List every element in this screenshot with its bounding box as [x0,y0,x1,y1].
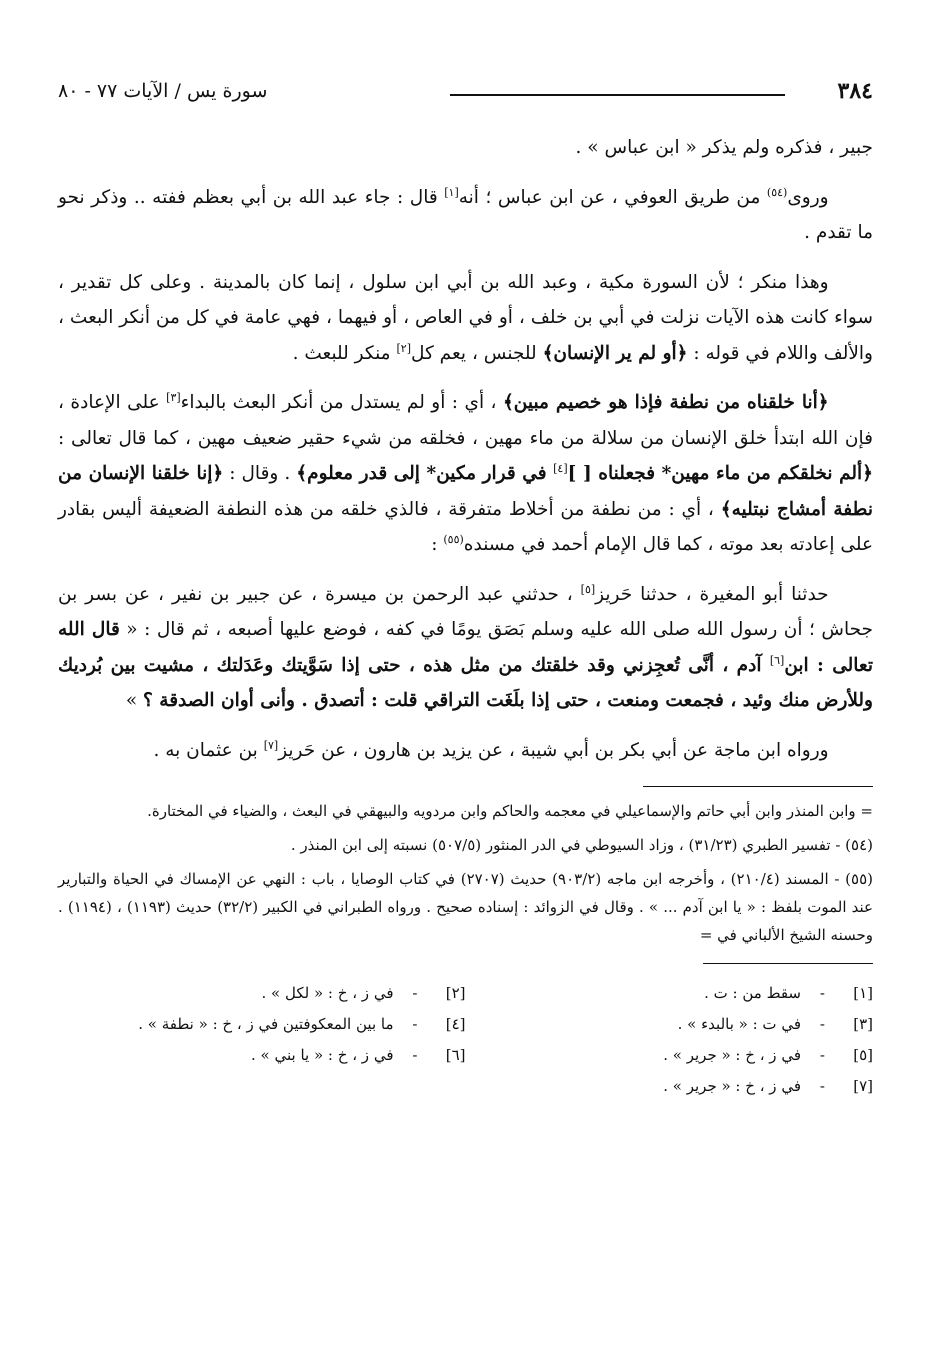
variant-note [58,1040,466,1071]
variant-note [466,1009,874,1040]
variant-note [466,1040,874,1071]
text-run: وهذا منكر ؛ لأن السورة مكية ، وعبد الله بن أبي ابن سلول ، إنما كان بالمدينة . وعلى كل تقدير ، سواء كانت هذه الآيات نزلت في أبي بن خلف ، أو في العاص ، أو فيهما ، فهي عامة في كل من أنكر البعث ، والألف واللام في قوله : [58,271,873,364]
text-run: بن عثمان به . [153,739,264,761]
variant-dash: - [412,1046,418,1064]
variant-dash: - [819,984,825,1002]
variants-separator [703,963,873,964]
variant-row [58,978,873,1009]
variant-ref-2: [٢] [396,341,411,355]
variant-number: [٦] [445,1046,466,1064]
variant-row [58,1040,873,1071]
variant-text: في ت : « بالبدء » . [677,1015,801,1033]
text-run: على الإعادة ، فإن الله ابتدأ خلق الإنسان من سلالة من ماء مهين ، فخلقه من شيء حقير ضعيف مهين ، كما قال تعالى : [58,392,873,449]
text-run: منكر للبعث . [292,342,397,364]
main-text [58,130,873,768]
quran-quote: ﴿إنا خلقنا الإنسان من نطفة أمشاج نبتليه﴾ [58,463,873,520]
variant-ref-4: [٤] [553,461,568,475]
quran-quote: ﴿ألم نخلقكم من ماء مهين* فجعلناه [ ] [567,463,874,484]
variant-text: في ز ، خ : « يا بني » . [251,1046,394,1064]
page-number: ٣٨٤ [837,78,873,104]
text-run: للجنس ، يعم كل [410,342,543,364]
source-footnotes [58,797,873,949]
text-run: ، أي : من نطفة من أخلاط متفرقة ، فالذي خلقه من هذه النطفة الضعيفة أليس بقادر على إعادته بعد موته ، كما قال الإمام أحمد في مسنده [58,498,873,555]
variant-note [58,978,466,1009]
variant-note [466,978,874,1009]
paragraph-verse-explanation [58,385,873,563]
text-run: ، أي : أو لم يستدل من أنكر البعث بالبداء [180,392,503,413]
variant-row [58,1009,873,1040]
variant-number: [٢] [445,984,466,1002]
text-run: ورواه ابن ماجة عن أبي بكر بن أبي شيبة ، عن يزيد بن هارون ، عن حَريز [278,739,829,761]
variant-dash: - [819,1015,825,1033]
variant-number: [٥] [853,1046,873,1064]
footnote-ref-55: (٥٥) [443,532,464,546]
variant-note [466,1071,874,1102]
text-run: . وقال : [223,463,297,484]
variant-dash: - [819,1077,825,1095]
variant-number: [٣] [853,1015,873,1033]
footnote-continuation: = وابن المنذر وابن أبي حاتم والإسماعيلي في معجمه والحاكم وابن مردويه والبيهقي في البعث ، والضياء في المختارة. [147,802,873,820]
footnote-separator [643,786,873,787]
variant-text: ما بين المعكوفتين في ز ، خ : « نطفة » . [138,1015,394,1033]
variant-ref-5: [٥] [580,582,596,596]
quran-quote: ﴿أو لم ير الإنسان﴾ [542,342,688,364]
text-run: » [125,690,144,711]
variant-dash: - [412,984,418,1002]
variant-text: في ز ، خ : « جرير » . [663,1077,801,1095]
manuscript-variants [58,978,873,1102]
hadith-quote: قال الله تعالى : ابن [58,619,873,676]
variant-note [58,1009,466,1040]
paragraph-awfi-narration [58,180,873,251]
variant-text: في ز ، خ : « لكل » . [261,984,394,1002]
text-run: من طريق العوفي ، عن ابن عباس ؛ أنه [458,186,767,208]
footnote-55: (٥٥) - المسند (٢١٠/٤) ، وأخرجه ابن ماجه (٩٠٣/٢) حديث (٢٧٠٧) في كتاب الوصايا ، باب : النهي عن الإمساك في الحياة والتبارير عند الموت بلفظ : « يا ابن آدم ... » . وقال في الزوائد : إسناده صحيح . ورواه الطبراني في الكبير (٣٢/٢) حديث (١١٩٣) ، (١١٩٤) . وحسنه الشيخ الألباني في = [58,870,874,944]
paragraph-continuation [58,130,873,166]
variant-number: [٤] [445,1015,466,1033]
text-run: قال : جاء عبد الله بن أبي بعظم ففته .. وذكر نحو ما تقدم . [58,186,873,243]
variant-ref-7: [٧] [263,738,279,752]
paragraph-hadith [58,577,873,719]
variant-ref-1: [١] [444,185,459,199]
variant-dash: - [819,1046,825,1064]
page-header [58,78,873,110]
paragraph-ibn-majah [58,733,873,769]
variant-row [58,1071,873,1102]
footnote-54: (٥٤) - تفسير الطبري (٣١/٢٣) ، وزاد السيوطي في الدر المنثور (٥٠٧/٥) نسبته إلى ابن المنذر . [290,836,873,854]
quran-quote: ﴿أنا خلقناه من نطفة فإذا هو خصيم مبين﴾ [502,392,829,413]
text-run: : [431,534,444,555]
variant-text: سقط من : ت . [704,984,801,1002]
variant-ref-6: [٦] [769,653,785,667]
text-run: ، حدثني عبد الرحمن بن ميسرة ، عن جبير بن نفير ، عن بسر بن جحاش ؛ أن رسول الله صلى الله عليه وسلم بَصَق يومًا في كفه ، فوضع عليها أصبعه ، ثم قال : « [58,583,873,640]
text-run: وروى [787,186,829,208]
variant-dash: - [412,1015,418,1033]
variant-number: [١] [853,984,873,1002]
variant-ref-3: [٣] [166,390,181,404]
header-rule [450,94,785,96]
text-run: حدثنا أبو المغيرة ، حدثنا حَريز [595,583,829,605]
variant-text: في ز ، خ : « جرير » . [663,1046,801,1064]
footnote-ref-54: (٥٤) [766,185,788,199]
quran-quote: في قرار مكين* إلى قدر معلوم﴾ [296,463,554,484]
text-run: جبير ، فذكره ولم يذكر « ابن عباس » . [575,137,873,158]
paragraph-commentary [58,265,873,372]
running-title: سورة يس / الآيات ٧٧ - ٨٠ [58,80,268,102]
book-page [58,78,873,1318]
hadith-quote: آدم ، أنَّى تُعجِزني وقد خلقتك من مثل هذه ، حتى إذا سَوَّيتك وعَدَلتك ، مشيت بين بُرديك وللأرض منك وئيد ، فجمعت ومنعت ، حتى إذا بلَغَت التراقي قلت : أتصدق . وأنى أوان الصدقة ؟ [58,654,873,711]
variant-number: [٧] [853,1077,873,1095]
